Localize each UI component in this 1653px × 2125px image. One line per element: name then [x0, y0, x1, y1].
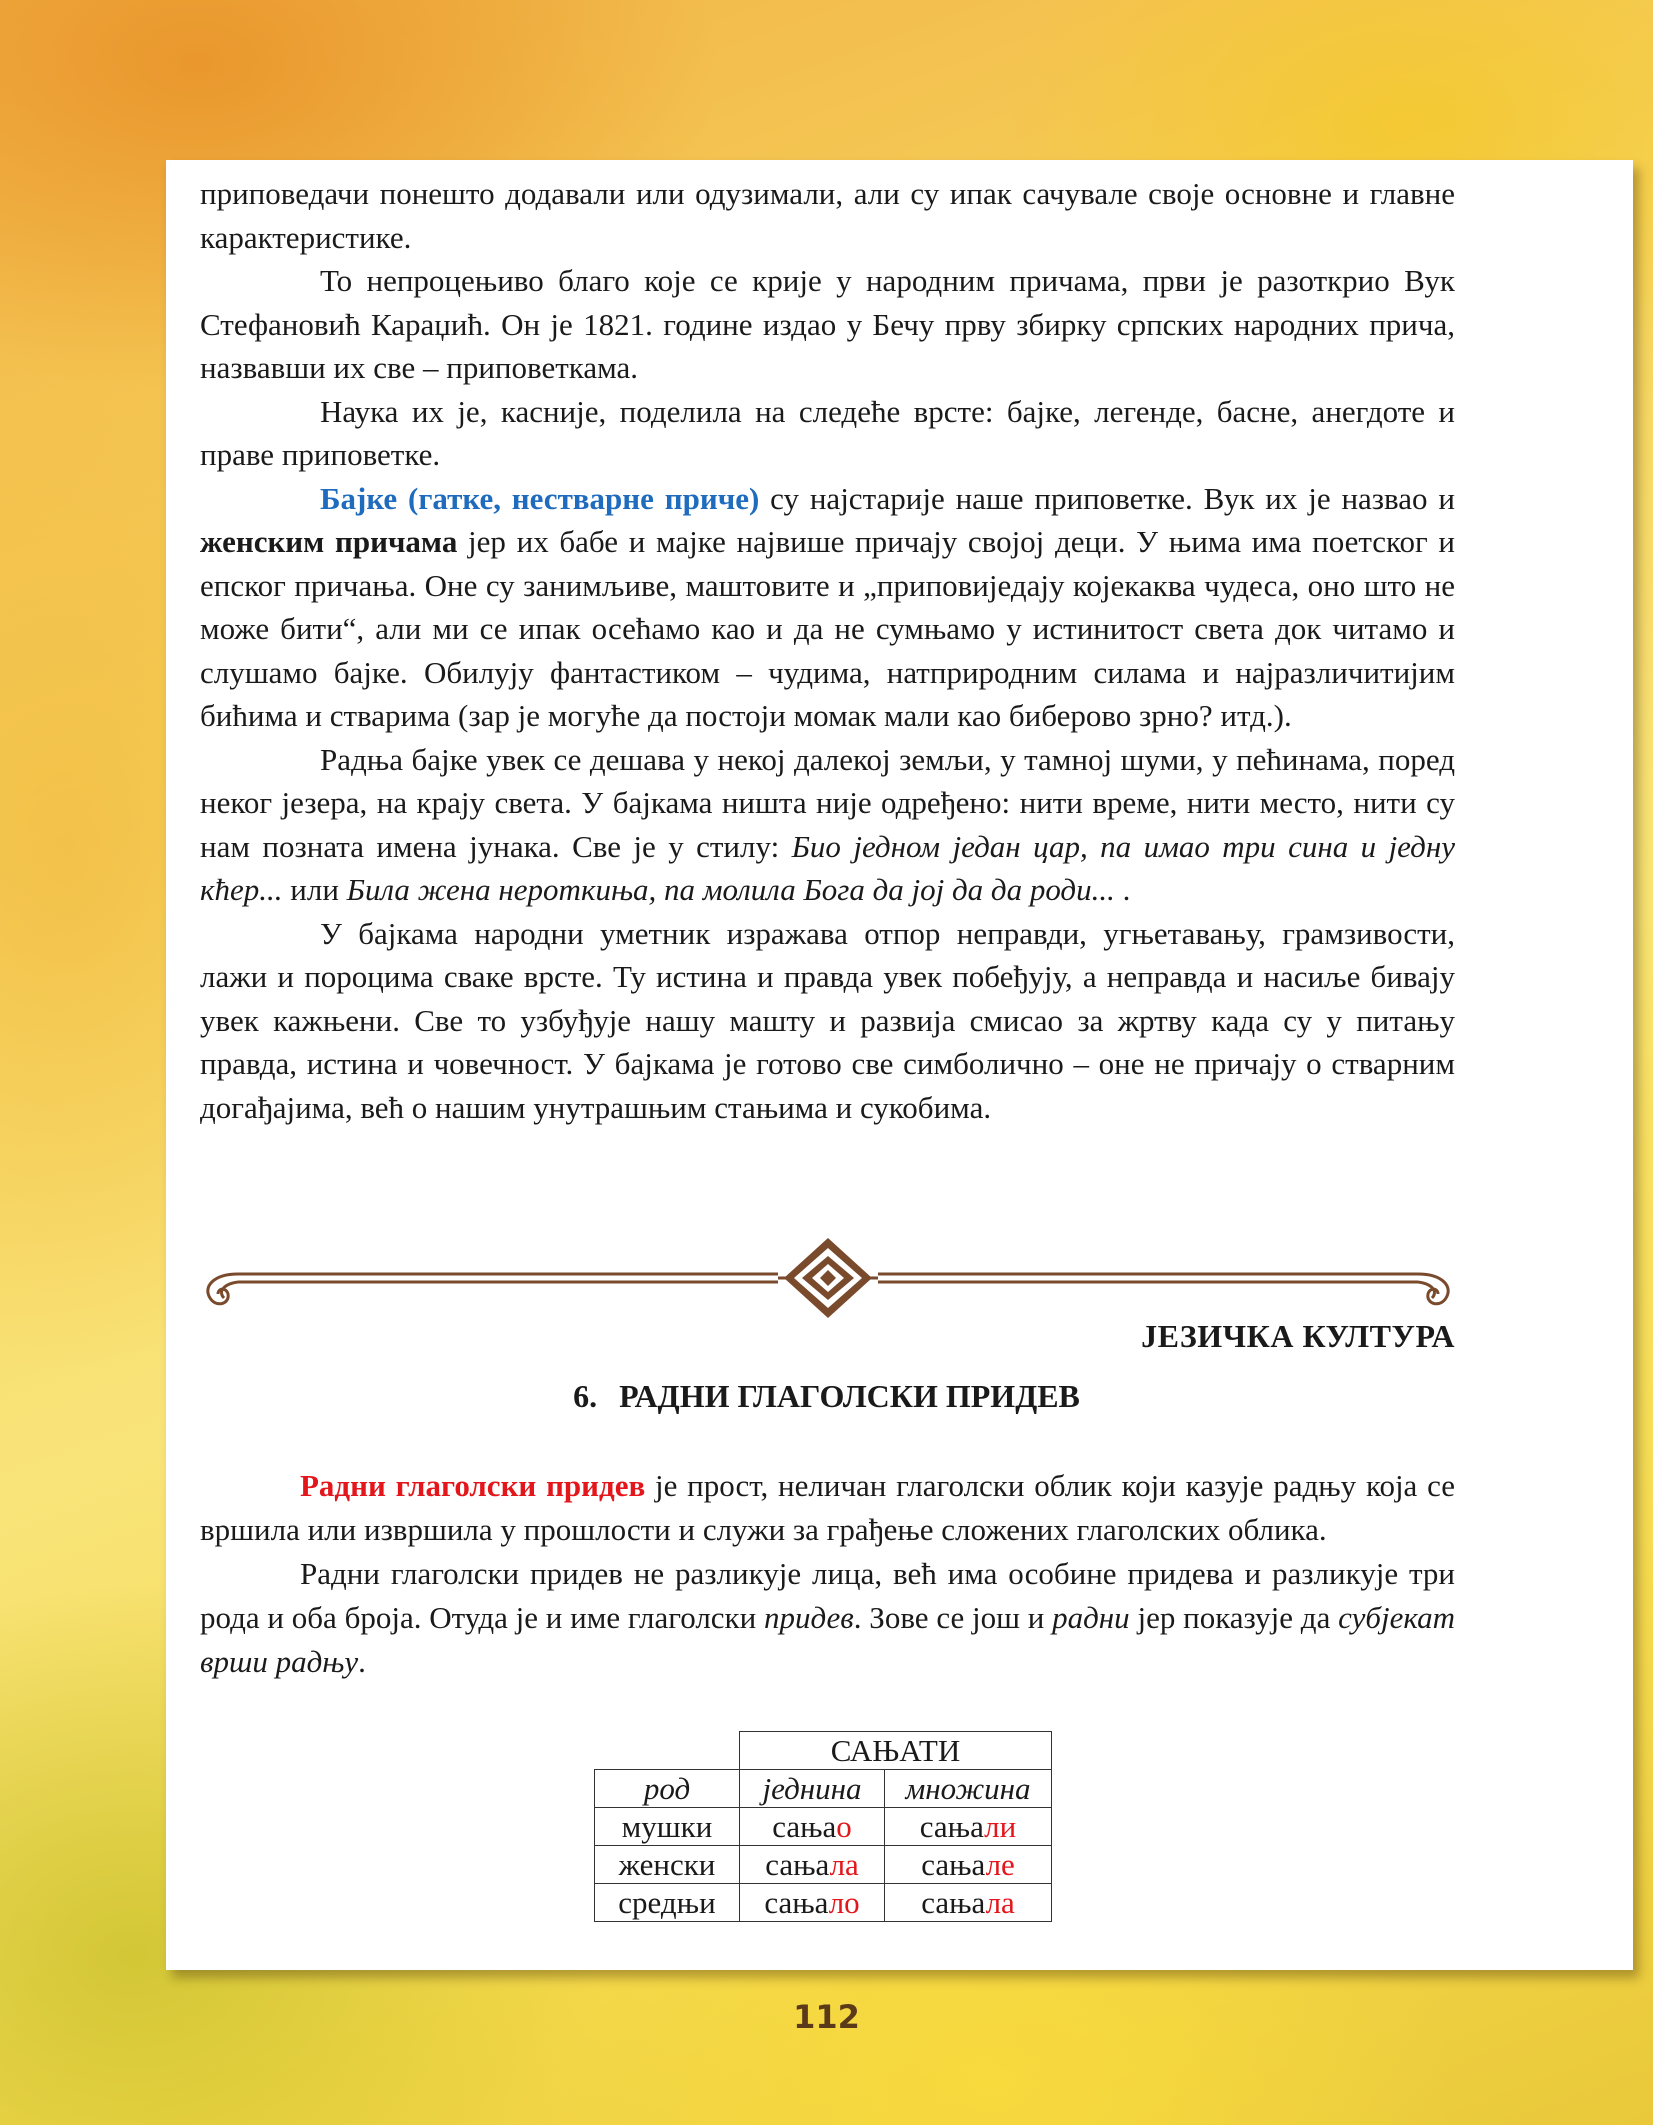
table-cell-gender: средњи: [595, 1884, 740, 1922]
lesson-title: [0, 1378, 1653, 1415]
section-label: ЈЕЗИЧКА КУЛТУРА: [1141, 1318, 1455, 1354]
table-header: једнина: [740, 1770, 885, 1808]
lesson-title-text: РАДНИ ГЛАГОЛСКИ ПРИДЕВ: [619, 1378, 1080, 1414]
table-cell-plural: [885, 1846, 1052, 1884]
table-row: [595, 1770, 1052, 1808]
table-header: род: [595, 1770, 740, 1808]
table-cell-plural: [885, 1884, 1052, 1922]
paragraph: приповедачи понешто додавали или одузимали, али су ипак сачувале своје основне и главне карактеристике.: [200, 176, 1455, 255]
italic-term: субјекат врши радњу: [200, 1600, 1456, 1679]
table-row: [595, 1732, 1052, 1770]
italic-term: придев: [763, 1600, 854, 1635]
table-cell-gender: женски: [595, 1846, 740, 1884]
text-run: Радни глаголски придев не разликује лица, већ има особине придева и разликује три рода и оба броја. Отуда је и име глаголски: [200, 1556, 1455, 1635]
lesson-body: [200, 1464, 1455, 1684]
ending: ло: [828, 1884, 860, 1920]
stem: сања: [765, 1846, 830, 1882]
text-run: .: [358, 1644, 366, 1679]
conjugation-table: [594, 1731, 1052, 1922]
definition-text: је прост, неличан глаголски облик који казује радњу која се вршила или извршила у прошлости и служи за грађење сложених глаголских облика.: [200, 1468, 1455, 1547]
ending: ле: [985, 1846, 1015, 1882]
table-cell-gender: мушки: [595, 1808, 740, 1846]
text-run: су најстарије наше приповетке. Вук их је назвао и: [759, 480, 1455, 516]
table-verb-header: САЊАТИ: [740, 1732, 1052, 1770]
table-cell-singular: [740, 1846, 885, 1884]
stem: сања: [919, 1808, 985, 1844]
table-cell-singular: [740, 1808, 885, 1846]
italic-quote: Била жена нероткиња, па молила Бога да јој да да роди...: [346, 872, 1115, 907]
highlight-term: Бајке (гатке, нестварне приче): [320, 480, 760, 516]
table-header: множина: [885, 1770, 1052, 1808]
ending: ла: [985, 1884, 1015, 1920]
table-cell-plural: [885, 1808, 1052, 1846]
text-run: или: [282, 872, 347, 907]
stem: сања: [764, 1884, 829, 1920]
text-run: .: [1114, 872, 1131, 907]
ending: ли: [984, 1808, 1017, 1844]
bold-term: женским причама: [200, 524, 458, 559]
definition: [200, 1464, 1455, 1552]
italic-quote: Био једном један цар, па имао три сина и једну кћер...: [200, 828, 1455, 907]
table-row: [595, 1884, 1052, 1922]
ornament-divider: [198, 1232, 1458, 1322]
lesson-number: 6.: [573, 1378, 598, 1414]
stem: сања: [772, 1808, 837, 1844]
text-run: . Зове се још и: [853, 1600, 1053, 1635]
table-cell-empty: [595, 1732, 740, 1770]
paragraph: У бајкама народни уметник изражава отпор неправди, угњетавању, грамзивости, лажи и пороцима сваке врсте. Ту истина и правда увек побеђују, а неправда и насиље бивају увек кажњени. Све то узбуђује нашу машту и развија смисао за жртву када су у питању правда, истина и човечност. У бајкама је готово све симболично – оне не причају о стварним догађајима, већ о нашим унутрашњим стањима и сукобима.: [200, 915, 1455, 1125]
definition-term: Радни глаголски придев: [300, 1468, 646, 1503]
ending: о: [836, 1808, 852, 1844]
table-row: [595, 1808, 1052, 1846]
table-cell-singular: [740, 1884, 885, 1922]
stem: сања: [921, 1884, 986, 1920]
explanation: [200, 1552, 1455, 1684]
text-run: Радња бајке увек се дешава у некој далекој земљи, у тамној шуми, у пећинама, поред неког језера, на крају света. У бајкама ништа није одређено: нити време, нити место, нити су нам позната имена јунака. Све је у стилу:: [200, 741, 1455, 864]
paragraph: То непроцењиво благо које се крије у народним причама, први је разоткрио Вук Стефановић Караџић. Он је 1821. године издао у Бечу прву збирку српских народних прича, назвавши их све – приповеткама.: [200, 263, 1455, 385]
italic-term: радни: [1052, 1600, 1130, 1635]
ending: ла: [829, 1846, 859, 1882]
paragraph-fairy-tales: [200, 477, 1455, 738]
stem: сања: [921, 1846, 986, 1882]
page-number: 112: [793, 1998, 860, 2036]
paragraph-plot: [200, 738, 1455, 912]
paragraph: Наука их је, касније, поделила на следеће врсте: бајке, легенде, басне, анегдоте и праве приповетке.: [200, 393, 1455, 472]
text-run: јер их бабе и мајке највише причају својој деци. У њима има поетског и епског причања. Оне су занимљиве, маштовите и „приповиједају којекаква чудеса, оно што не може бити“, али ми се ипак осећамо као и да не сумњамо у истинитост света док читамо и слушамо бајке. Обилују фантастиком – чудима, натприродним силама и најразличитијим бићима и стварима (зар је могуће да постоји момак мали као биберово зрно? итд.).: [200, 524, 1456, 733]
body-text: [200, 172, 1455, 1129]
text-run: јер показује да: [1129, 1600, 1339, 1635]
table-row: [595, 1846, 1052, 1884]
